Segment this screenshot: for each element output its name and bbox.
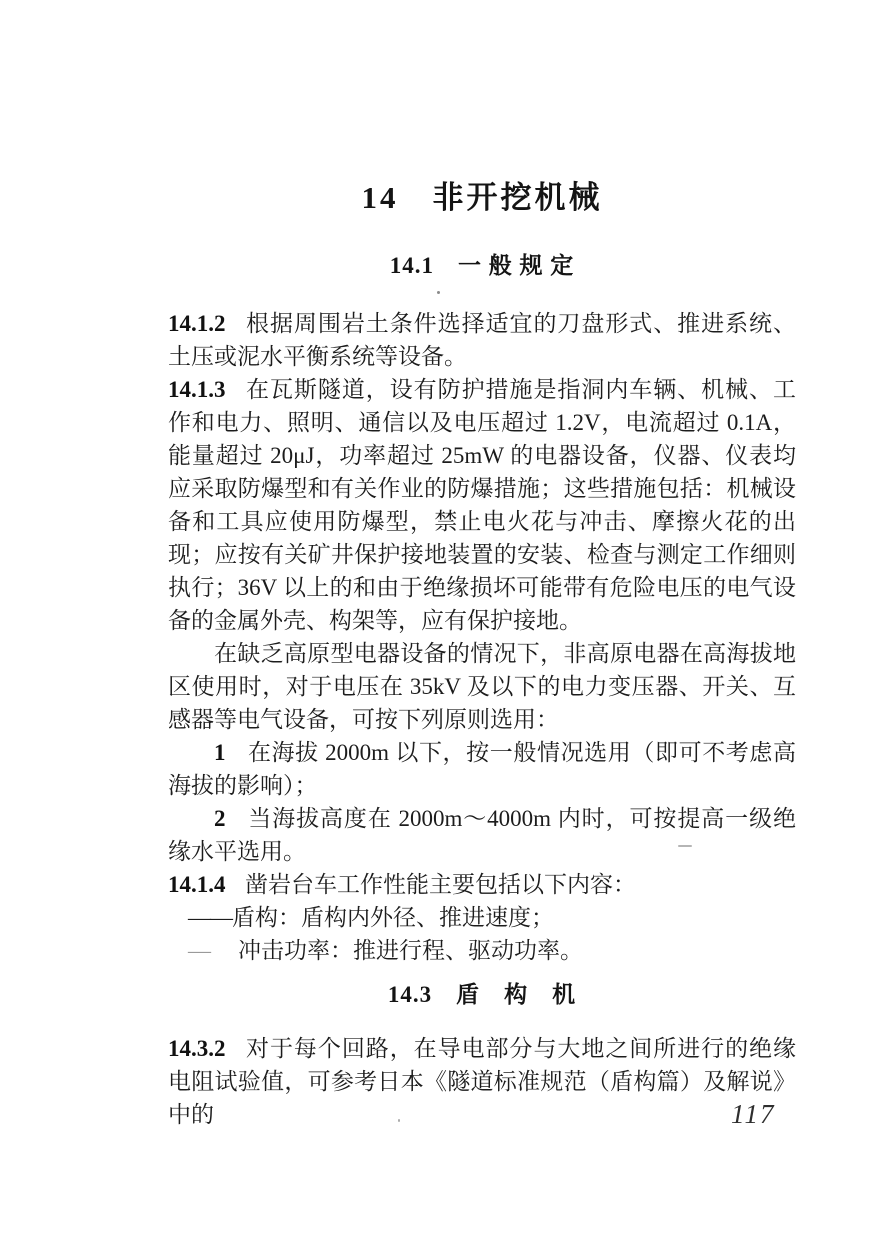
em-dash: ——	[188, 905, 232, 930]
section-heading-14-3: 14.3 盾 构 机	[387, 982, 577, 1007]
clause-text-14-1-2: 根据周围岩土条件选择适宜的刀盘形式、推进系统、土压或泥水平衡系统等设备。	[168, 311, 796, 369]
clause-14-1-2	[168, 307, 796, 373]
clause-14-1-4	[168, 868, 796, 901]
dash-item-text-2: 冲击功率：推进行程、驱动功率。	[238, 938, 583, 963]
chapter-heading: 14 非开挖机械	[361, 180, 603, 215]
clause-number-14-1-4: 14.1.4	[168, 872, 226, 897]
paragraph-altitude: 在缺乏高原型电器设备的情况下，非高原电器在高海拔地区使用时，对于电压在 35kV 及以下的电力变压器、开关、互感器等电气设备，可按下列原则选用：	[168, 641, 796, 732]
text-block	[168, 180, 796, 1131]
clause-14-3-2	[168, 1032, 796, 1131]
page-number: 117	[731, 1099, 776, 1129]
clause-text-14-1-3: 在瓦斯隧道，设有防护措施是指洞内车辆、机械、工作和电力、照明、通信以及电压超过 1.2V，电流超过 0.1A，能量超过 20μJ，功率超过 25mW 的电器设备，仪器、仪表均应采取防爆型和有关作业的防爆措施；这些措施包括：机械设备和工具应使用防爆型，禁止电火花与冲击、摩擦火花的出现；应按有关矿井保护接地装置的安装、检查与测定工作细则执行；36V 以上的和由于绝缘损坏可能带有危险电压的电气设备的金属外壳、构架等，应有保护接地。	[168, 377, 796, 633]
clause-text-14-1-4: 凿岩台车工作性能主要包括以下内容：	[245, 872, 637, 897]
item-text-2: 当海拔高度在 2000m～4000m 内时，可按提高一级绝缘水平选用。	[168, 806, 796, 864]
item-text-1: 在海拔 2000m 以下，按一般情况选用（即可不考虑高海拔的影响）；	[168, 740, 796, 798]
dash-list-item-2	[168, 934, 796, 967]
list-item-2	[168, 802, 796, 868]
scan-speck	[398, 1119, 400, 1122]
list-item-1	[168, 736, 796, 802]
dash-item-text-1: 盾构：盾构内外径、推进速度；	[232, 905, 554, 930]
scan-speck	[437, 291, 440, 294]
faint-em-dash: —	[188, 938, 210, 963]
clause-number-14-1-3: 14.1.3	[168, 377, 226, 402]
clause-text-14-3-2: 对于每个回路，在导电部分与大地之间所进行的绝缘电阻试验值，可参考日本《隧道标准规范（盾构篇）及解说》中的	[168, 1036, 796, 1127]
item-number-2: 2	[214, 806, 226, 831]
clause-14-1-3	[168, 373, 796, 637]
scan-speck	[678, 845, 692, 847]
clause-number-14-1-2: 14.1.2	[168, 311, 226, 336]
dash-list-item-1	[168, 901, 796, 934]
section-heading-14-1: 14.1 一 般 规 定	[389, 253, 575, 278]
clause-number-14-3-2: 14.3.2	[168, 1036, 226, 1061]
item-number-1: 1	[214, 740, 226, 765]
